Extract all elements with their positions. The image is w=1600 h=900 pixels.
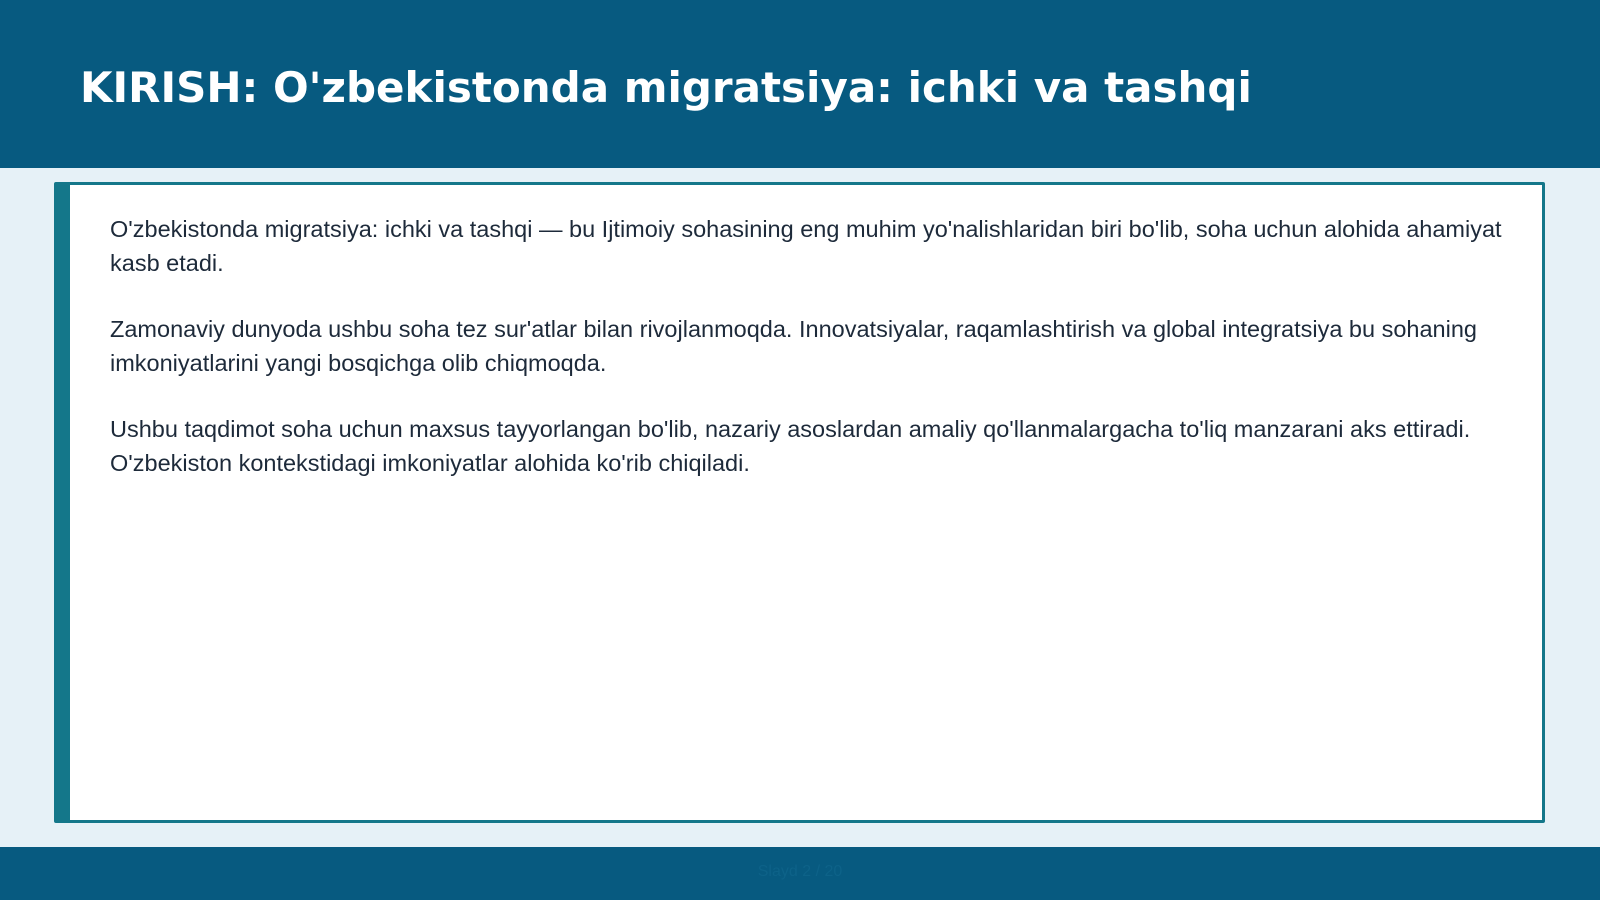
content-text (110, 212, 1502, 512)
footer-bar (0, 847, 1600, 900)
header-bar (0, 0, 1600, 168)
slide-number: Slayd 2 / 20 (757, 863, 843, 880)
paragraph-1: O'zbekistonda migratsiya: ichki va tashqi — bu Ijtimoiy sohasining eng muhim yo'nalishlaridan biri bo'lib, soha uchun alohida ahamiyat kasb etadi. (110, 216, 1502, 276)
paragraph-2: Zamonaviy dunyoda ushbu soha tez sur'atlar bilan rivojlanmoqda. Innovatsiyalar, raqamlashtirish va global integratsiya bu sohaning imkoniyatlarini yangi bosqichga olib chiqmoqda. (110, 316, 1477, 376)
paragraph-3: Ushbu taqdimot soha uchun maxsus tayyorlangan bo'lib, nazariy asoslardan amaliy qo'llanmalargacha to'liq manzarani aks ettiradi. O'zbekiston kontekstidagi imkoniyatlar alohida ko'rib chiqiladi. (110, 416, 1471, 476)
content-panel (54, 182, 1545, 823)
slide-title: KIRISH: O'zbekistonda migratsiya: ichki va tashqi (80, 63, 1252, 112)
